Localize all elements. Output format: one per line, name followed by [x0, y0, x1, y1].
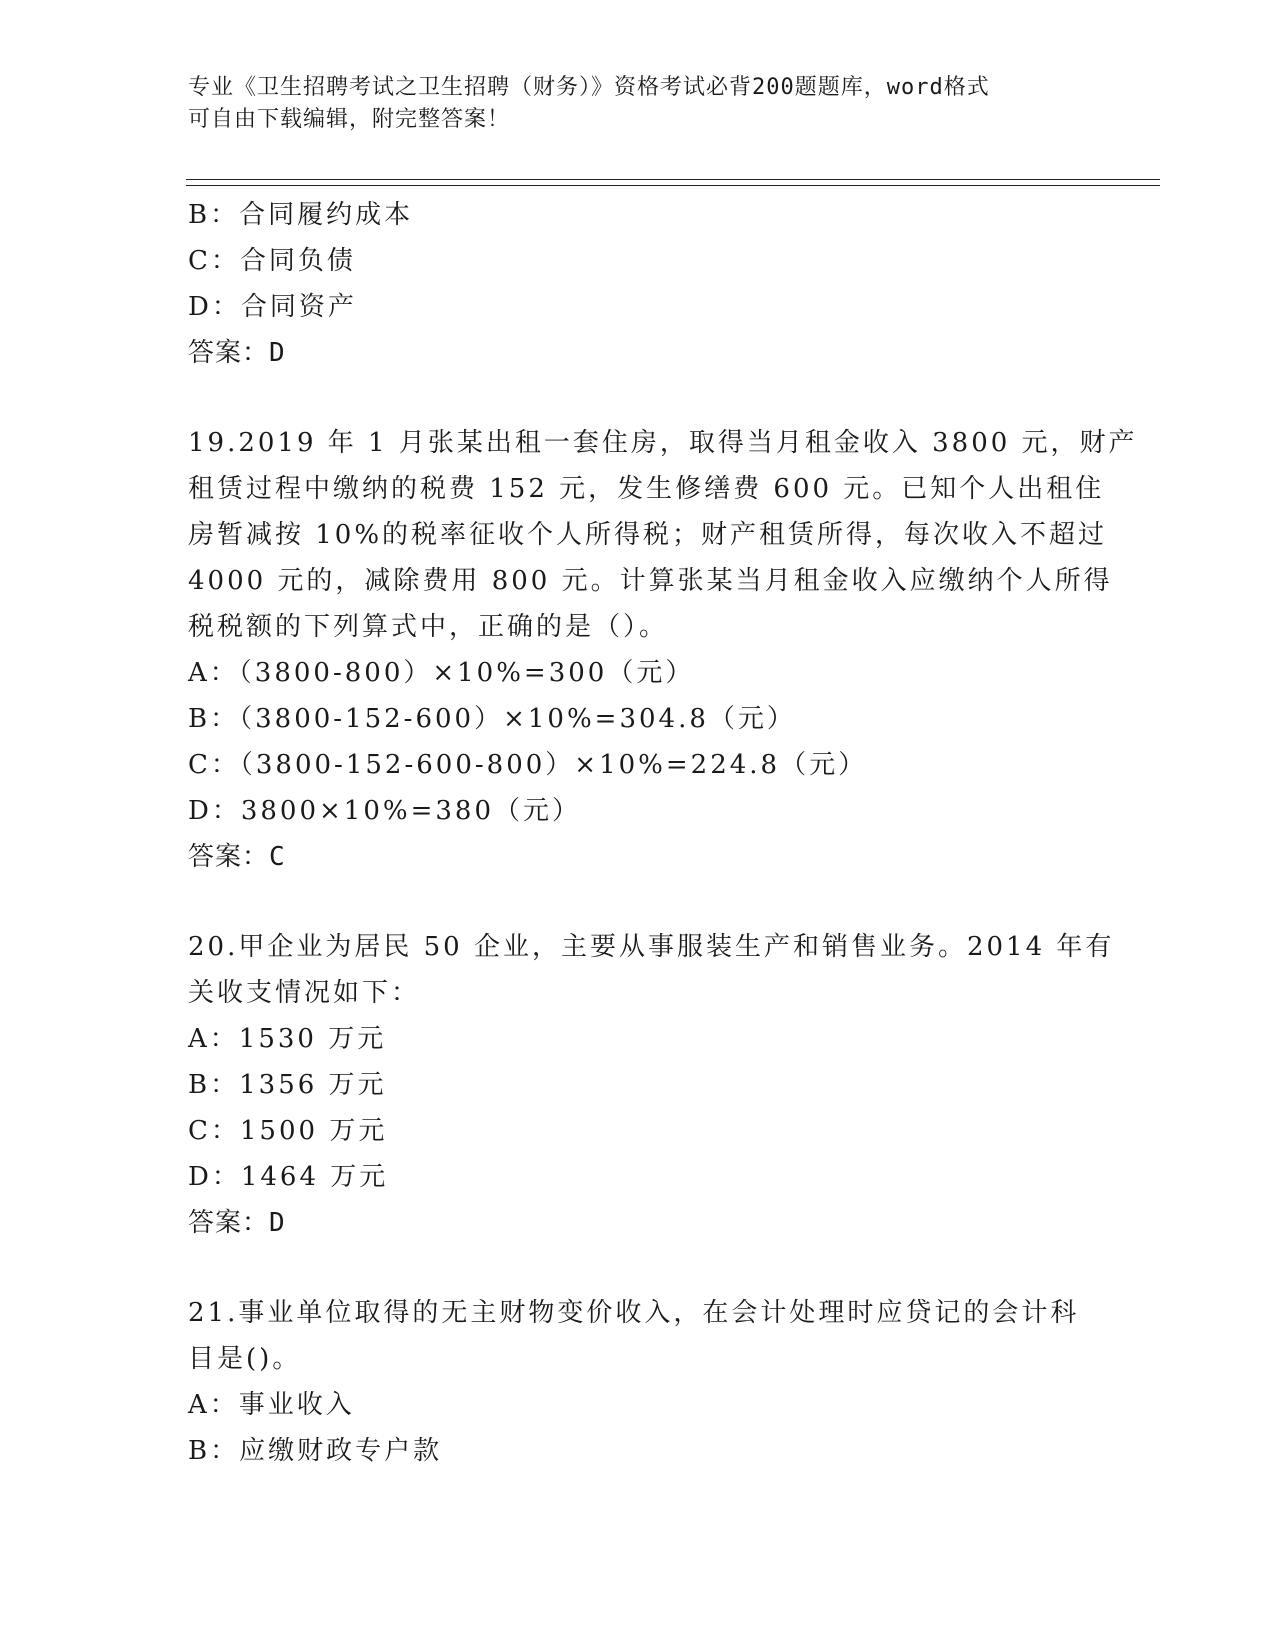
prev-question: [188, 192, 1088, 376]
question-text-line: 21.事业单位取得的无主财物变价收入，在会计处理时应贷记的会计科: [188, 1298, 1080, 1328]
option-a: A：（3800-800）×10%=300（元）: [188, 658, 695, 688]
answer: 答案：D: [188, 338, 286, 368]
option-d: D：3800×10%=380（元）: [188, 796, 581, 826]
option-b: B：（3800-152-600）×10%=304.8（元）: [188, 704, 796, 734]
option-c: C：1500 万元: [188, 1116, 388, 1146]
answer: 答案：D: [188, 1208, 286, 1238]
option-a: A：事业收入: [188, 1390, 355, 1420]
question-text-line: 目是()。: [188, 1344, 302, 1374]
question-text-line: 19.2019 年 1 月张某出租一套住房，取得当月租金收入 3800 元，财产: [188, 428, 1138, 458]
question-text-line: 房暂减按 10%的税率征收个人所得税；财产租赁所得，每次收入不超过: [188, 520, 1108, 550]
option-c: C：合同负债: [188, 246, 356, 276]
question-text-line: 租赁过程中缴纳的税费 152 元，发生修缮费 600 元。已知个人出租住: [188, 474, 1105, 504]
option-b: B：合同履约成本: [188, 200, 414, 230]
header-divider: [186, 179, 1160, 186]
option-a: A：1530 万元: [188, 1024, 387, 1054]
option-b: B：1356 万元: [188, 1070, 387, 1100]
document-body: [188, 192, 1138, 1474]
header-line-2: 可自由下载编辑，附完整答案！: [188, 107, 511, 132]
option-d: D：合同资产: [188, 292, 357, 322]
answer: 答案：C: [188, 842, 286, 872]
question-text-line: 4000 元的，减除费用 800 元。计算张某当月租金收入应缴纳个人所得: [188, 566, 1113, 596]
question-text-line: 关收支情况如下：: [188, 978, 421, 1008]
question-text-line: 20.甲企业为居民 50 企业，主要从事服装生产和销售业务。2014 年有: [188, 932, 1115, 962]
option-c: C：（3800-152-600-800）×10%=224.8（元）: [188, 750, 868, 780]
question-20: [188, 924, 1115, 1246]
document-header: [188, 72, 1068, 136]
question-text-line: 税税额的下列算式中，正确的是（）。: [188, 612, 669, 642]
question-21: [188, 1290, 1088, 1474]
option-d: D：1464 万元: [188, 1162, 389, 1192]
header-line-1: 专业《卫生招聘考试之卫生招聘（财务）》资格考试必背200题题库，word格式: [188, 75, 990, 100]
option-b: B：应缴财政专户款: [188, 1436, 443, 1466]
question-19: [188, 420, 1138, 880]
